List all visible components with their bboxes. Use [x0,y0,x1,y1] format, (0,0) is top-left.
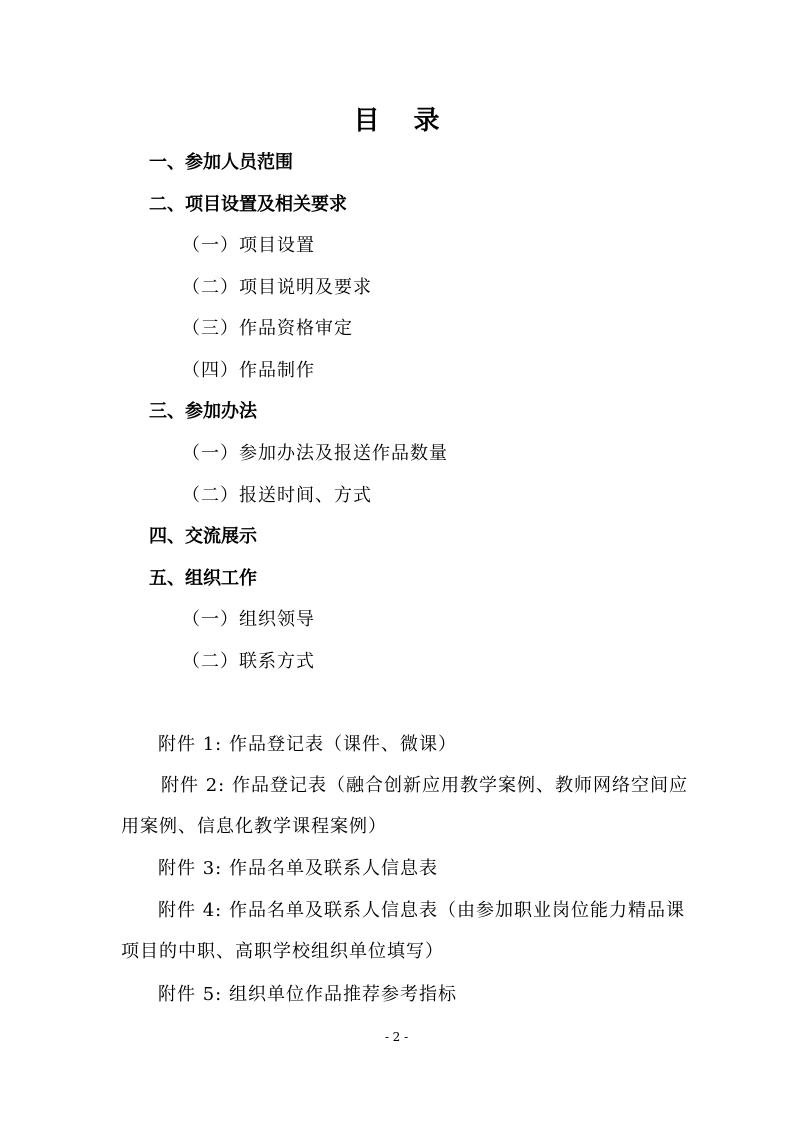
toc-subitem: （四）作品制作 [182,360,315,381]
toc-subitem: （二）报送时间、方式 [182,485,372,506]
attachment-item: 附件 3: 作品名单及联系人信息表 [158,858,438,879]
toc-subitem: （一）参加办法及报送作品数量 [182,443,448,464]
toc-item: 一、参加人员范围 [149,152,293,173]
attachment-item-continuation: 用案例、信息化教学课程案例） [121,816,387,837]
page-number: - 2 - [384,1030,409,1044]
attachment-item: 附件 4: 作品名单及联系人信息表（由参加职业岗位能力精品课 [158,900,685,921]
toc-subitem: （二）项目说明及要求 [182,277,372,298]
toc-subitem: （一）组织领导 [182,609,315,630]
toc-item: 五、组织工作 [149,568,257,589]
toc-item: 二、项目设置及相关要求 [149,194,347,215]
toc-subitem: （三）作品资格审定 [182,318,353,339]
attachment-item: 附件 1: 作品登记表（课件、微课） [158,734,457,755]
toc-item: 四、交流展示 [149,526,257,547]
attachment-item-continuation: 项目的中职、高职学校组织单位填写） [121,941,444,962]
toc-subitem: （二）联系方式 [182,651,315,672]
toc-subitem: （一）项目设置 [182,235,315,256]
attachment-item: 附件 5: 组织单位作品推荐参考指标 [158,984,457,1005]
attachment-item: 附件 2: 作品登记表（融合创新应用教学案例、教师网络空间应 [161,775,688,796]
title-char-1: 目 [353,106,380,136]
toc-item: 三、参加办法 [149,401,257,422]
title-char-2: 录 [413,106,440,136]
page-title [0,100,793,137]
